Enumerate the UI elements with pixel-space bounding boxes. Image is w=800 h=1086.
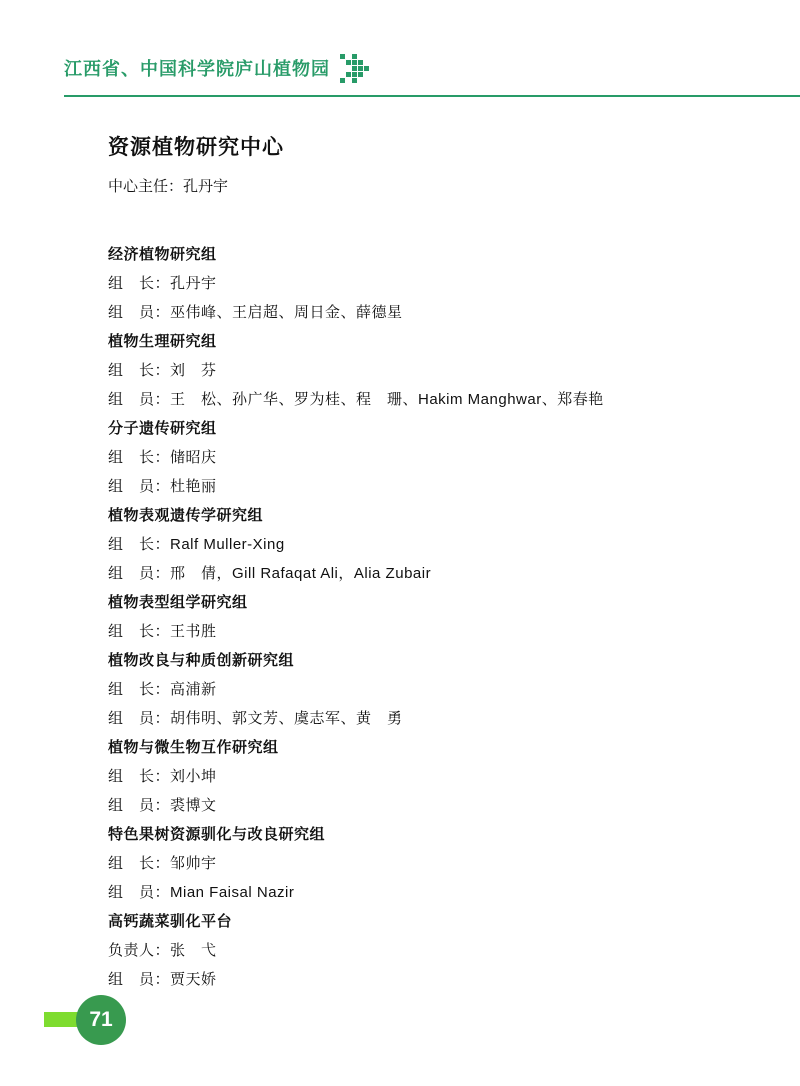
member-row: 组 员：杜艳丽 bbox=[108, 478, 217, 495]
section-heading: 植物表观遗传学研究组 bbox=[108, 507, 264, 524]
header-line bbox=[64, 54, 800, 83]
member-row: 组 员：胡伟明、郭文芳、虞志军、黄 勇 bbox=[108, 710, 403, 727]
member-row: 组 长：刘小坤 bbox=[108, 768, 217, 785]
page-title: 资源植物研究中心 bbox=[108, 136, 284, 159]
member-row: 组 员：贾天娇 bbox=[108, 971, 217, 988]
section-heading: 特色果树资源驯化与改良研究组 bbox=[108, 826, 326, 843]
page-number: 71 bbox=[89, 1008, 113, 1031]
page-header bbox=[0, 0, 800, 97]
member-row: 组 员：邢 倩，Gill Rafaqat Ali，Alia Zubair bbox=[108, 565, 432, 582]
section-heading: 植物改良与种质创新研究组 bbox=[108, 652, 295, 669]
member-row: 组 长：Ralf Muller-Xing bbox=[108, 536, 285, 553]
sections bbox=[108, 240, 740, 994]
member-row: 组 长：邹帅宇 bbox=[108, 855, 217, 872]
member-row: 负责人：张 弋 bbox=[108, 942, 217, 959]
member-row: 组 长：刘 芬 bbox=[108, 362, 217, 379]
member-row: 组 长：高浦新 bbox=[108, 681, 217, 698]
member-row: 组 员：Mian Faisal Nazir bbox=[108, 884, 295, 901]
member-row: 组 员：裘博文 bbox=[108, 797, 217, 814]
pixel-double-chevron-icon bbox=[340, 54, 369, 83]
page-number-badge bbox=[76, 995, 126, 1045]
center-director-line: 中心主任：孔丹宇 bbox=[108, 178, 229, 195]
member-row: 组 员：巫伟峰、王启超、周日金、薛德星 bbox=[108, 304, 403, 321]
organization-name: 江西省、中国科学院庐山植物园 bbox=[64, 58, 330, 79]
member-row: 组 员：王 松、孙广华、罗为桂、程 珊、Hakim Manghwar、郑春艳 bbox=[108, 391, 604, 408]
section-heading: 植物生理研究组 bbox=[108, 333, 217, 350]
section-heading: 高钙蔬菜驯化平台 bbox=[108, 913, 233, 930]
page-content bbox=[108, 135, 740, 994]
header-divider bbox=[64, 95, 800, 97]
member-row: 组 长：孔丹宇 bbox=[108, 275, 217, 292]
section-heading: 分子遗传研究组 bbox=[108, 420, 217, 437]
section-heading: 植物表型组学研究组 bbox=[108, 594, 248, 611]
member-row: 组 长：王书胜 bbox=[108, 623, 217, 640]
member-row: 组 长：储昭庆 bbox=[108, 449, 217, 466]
section-heading: 植物与微生物互作研究组 bbox=[108, 739, 279, 756]
section-heading: 经济植物研究组 bbox=[108, 246, 217, 263]
